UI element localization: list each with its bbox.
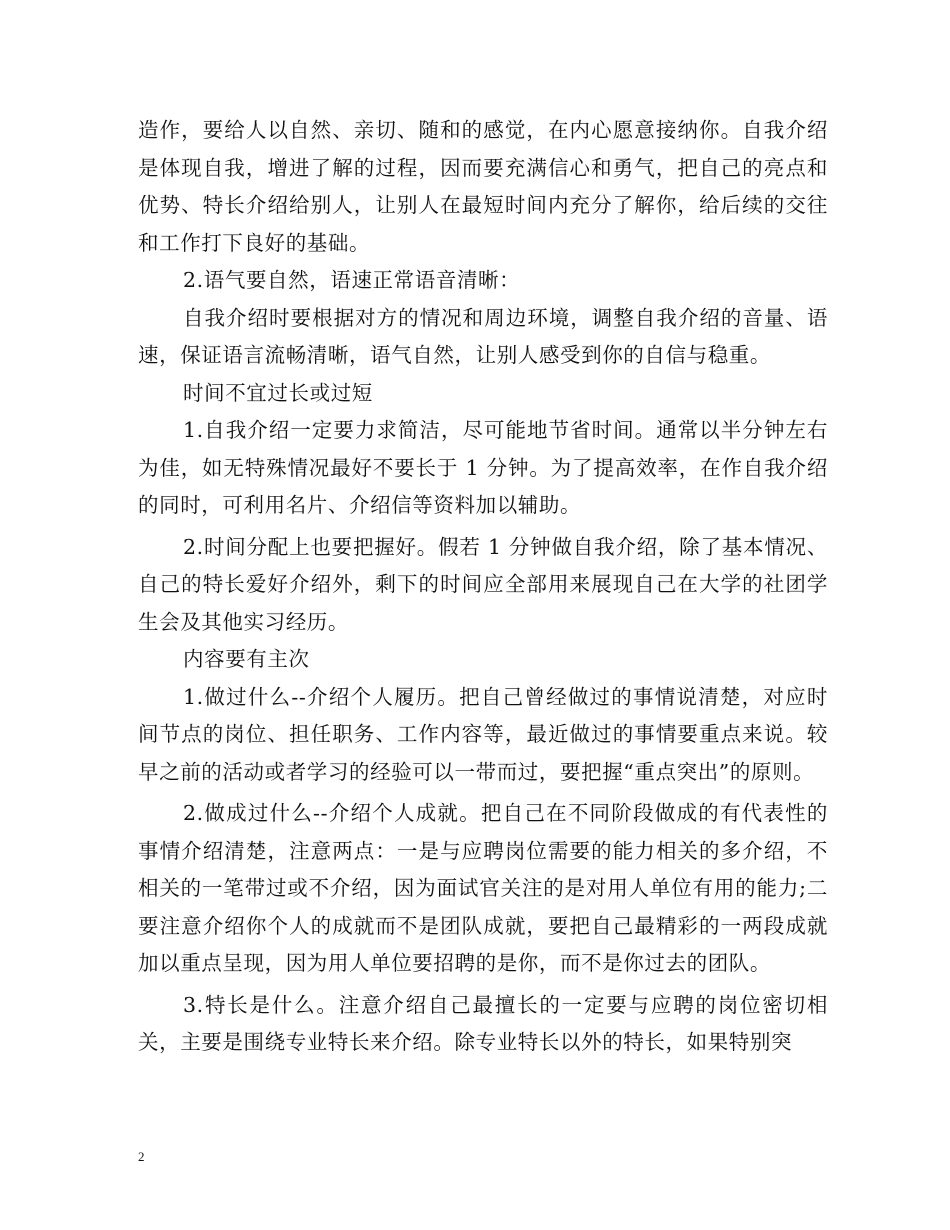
paragraph-tone-speed: 自我介绍时要根据对方的情况和周边环境，调整自我介绍的音量、语速，保证语言流畅清晰，语气自然，让别人感受到你的自信与稳重。 xyxy=(138,305,828,367)
document-body xyxy=(138,112,828,1062)
heading-content-priority: 内容要有主次 xyxy=(183,647,310,671)
paragraph-content-1: 1.做过什么--介绍个人履历。把自己曾经做过的事情说清楚，对应时间节点的岗位、担任职务、工作内容等，最近做过的事情要重点来说。较早之前的活动或者学习的经验可以一带而过，要把握“重点突出”的原则。 xyxy=(138,684,828,784)
page-number: 2 xyxy=(138,1149,145,1164)
paragraph-content-3: 3.特长是什么。注意介绍自己最擅长的一定要与应聘的岗位密切相关，主要是围绕专业特长来介绍。除专业特长以外的特长，如果特别突 xyxy=(138,992,828,1054)
paragraph-content-2: 2.做成过什么--介绍个人成就。把自己在不同阶段做成的有代表性的事情介绍清楚，注意两点：一是与应聘岗位需要的能力相关的多介绍，不相关的一笔带过或不介绍，因为面试官关注的是对用人单位有用的能力;二要注意介绍你个人的成就而不是团队成就，要把自己最精彩的一两段成就加以重点呈现，因为用人单位要招聘的是你，而不是你过去的团队。 xyxy=(138,801,828,975)
heading-time-length: 时间不宜过长或过短 xyxy=(183,380,373,405)
heading-tone-speed: 2.语气要自然，语速正常语音清晰： xyxy=(183,268,521,292)
paragraph-continuation: 造作，要给人以自然、亲切、随和的感觉，在内心愿意接纳你。自我介绍是体现自我，增进了解的过程，因而要充满信心和勇气，把自己的亮点和优势、特长介绍给别人，让别人在最短时间内充分了解你，给后续的交往和工作打下良好的基础。 xyxy=(138,118,828,255)
paragraph-time-1: 1.自我介绍一定要力求简洁，尽可能地节省时间。通常以半分钟左右为佳，如无特殊情况最好不要长于 1 分钟。为了提高效率，在作自我介绍的同时，可利用名片、介绍信等资料加以辅助。 xyxy=(138,418,828,517)
paragraph-time-2: 2.时间分配上也要把握好。假若 1 分钟做自我介绍，除了基本情况、自己的特长爱好介绍外，剩下的时间应全部用来展现自己在大学的社团学生会及其他实习经历。 xyxy=(138,534,828,634)
